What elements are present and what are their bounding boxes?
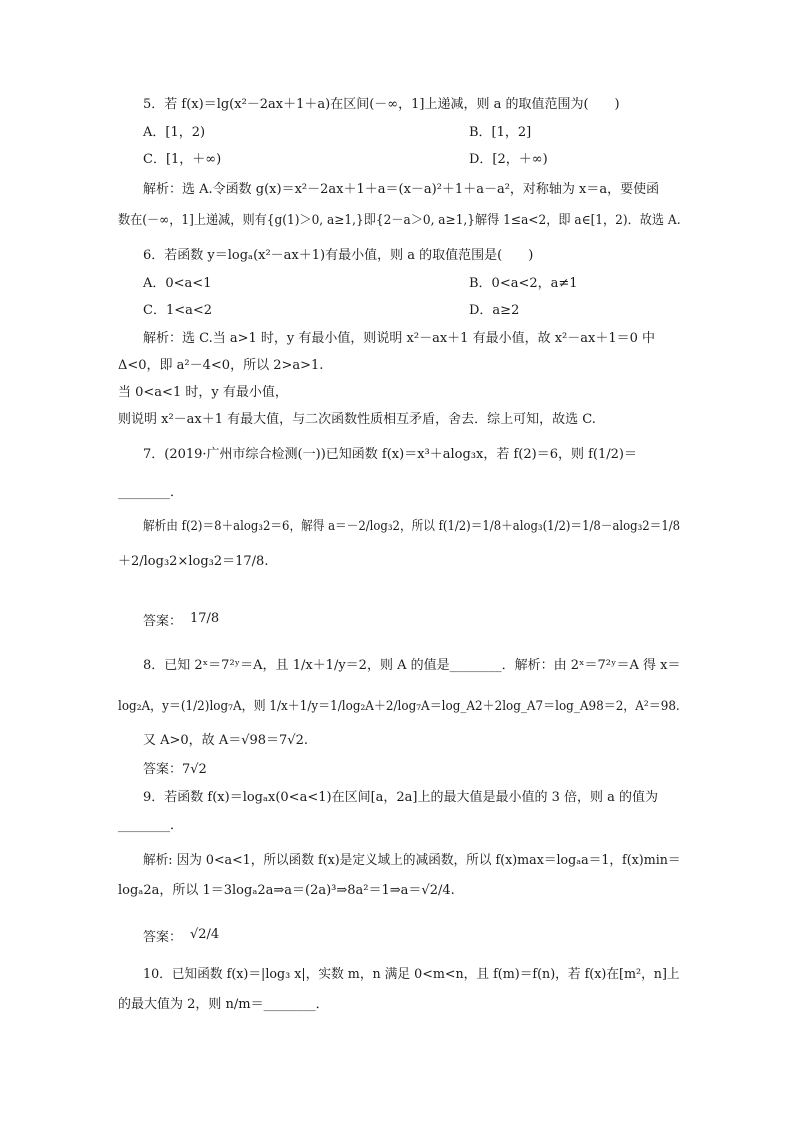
q10-stem: 10．已知函数 f(x)＝|log₃ x|，实数 m，n 满足 0<m<n，且 f(m)＝f(n)，若 f(x)在[m²，n]上 xyxy=(143,967,680,982)
q5-option-c: C．[1，＋∞) xyxy=(143,152,222,167)
q9-answer-label: 答案： xyxy=(143,930,183,945)
q8-answer: 答案：7√2 xyxy=(143,762,207,777)
q6-option-c: C．1<a<2 xyxy=(143,303,213,318)
q7-solution-line1: 解析由 f(2)＝8＋alog₃2＝6，解得 a＝－2/log₃2，所以 f(1/2)＝1/8＋alog₃(1/2)＝1/8－alog₃2＝1/8 xyxy=(143,519,681,534)
q5-stem: 5．若 f(x)＝lg(x²－2ax＋1＋a)在区间(－∞，1]上递减，则 a 的取值范围为( ) xyxy=(143,97,620,112)
q9-blank: ________． xyxy=(118,818,184,833)
q8-solution-line2: 又 A>0，故 A＝√98＝7√2. xyxy=(143,733,308,748)
q7-answer-label: 答案： xyxy=(143,614,183,629)
q5-option-d: D．[2，＋∞) xyxy=(469,152,548,167)
q7-stem: 7．(2019·广州市综合检测(一))已知函数 f(x)＝x³＋alog₃x，若 f(2)＝6，则 f(1/2)＝ xyxy=(143,447,637,462)
q5-option-b: B．[1，2] xyxy=(469,125,532,140)
q6-option-b: B．0<a<2，a≠1 xyxy=(469,276,578,291)
q9-answer: √2/4 xyxy=(190,927,220,942)
q8-stem: 8．已知 2ˣ＝7²ʸ＝A，且 1/x＋1/y＝2，则 A 的值是________．解析：由 2ˣ＝7²ʸ＝A 得 x＝ xyxy=(143,658,681,673)
q8-solution-line1: log₂A，y＝(1/2)log₇A，则 1/x＋1/y＝1/log₂A＋2/log₇A＝log_A2＋2log_A7＝log_A98＝2，A²＝98. xyxy=(118,699,680,714)
q7-solution-line2: ＋2/log₃2×log₃2＝17/8. xyxy=(118,554,269,569)
q6-solution-line3: 当 0<a<1 时，y 有最小值， xyxy=(118,385,288,400)
q9-stem: 9．若函数 f(x)＝logₐx(0<a<1)在区间[a，2a]上的最大值是最小值的 3 倍，则 a 的值为 xyxy=(143,790,659,805)
q6-option-a: A．0<a<1 xyxy=(143,276,212,291)
q6-stem: 6．若函数 y＝logₐ(x²－ax＋1)有最小值，则 a 的取值范围是( ) xyxy=(143,248,534,263)
q9-solution-line1: 解析: 因为 0<a<1，所以函数 f(x)是定义域上的减函数，所以 f(x)max＝logₐa＝1，f(x)min＝ xyxy=(143,853,681,868)
q5-solution-line1: 解析：选 A.令函数 g(x)＝x²－2ax＋1＋a＝(x－a)²＋1＋a－a²，对称轴为 x＝a，要使函 xyxy=(143,182,660,197)
q7-answer: 17/8 xyxy=(190,611,220,626)
q6-solution-line1: 解析：选 C.当 a>1 时，y 有最小值，则说明 x²－ax＋1 有最小值，故 x²－ax＋1＝0 中 xyxy=(143,331,655,346)
q6-solution-line2: Δ<0，即 a²－4<0，所以 2>a>1. xyxy=(118,358,324,373)
q5-solution-line2: 数在(－∞，1]上递减，则有{g(1)＞0, a≥1,}即{2－a＞0, a≥1,}解得 1≤a<2，即 a∈[1，2)．故选 A. xyxy=(118,213,681,228)
q5-option-a: A．[1，2) xyxy=(143,125,206,140)
q9-solution-line2: logₐ2a，所以 1＝3logₐ2a⇒a＝(2a)³⇒8a²＝1⇒a＝√2/4. xyxy=(118,883,455,898)
q6-solution-line4: 则说明 x²－ax＋1 有最大值，与二次函数性质相互矛盾，舍去．综上可知，故选 C. xyxy=(118,412,596,427)
q7-blank: ________． xyxy=(118,485,184,500)
q6-option-d: D．a≥2 xyxy=(469,303,520,318)
q10-stem-line2: 的最大值为 2，则 n/m＝________． xyxy=(118,997,329,1012)
